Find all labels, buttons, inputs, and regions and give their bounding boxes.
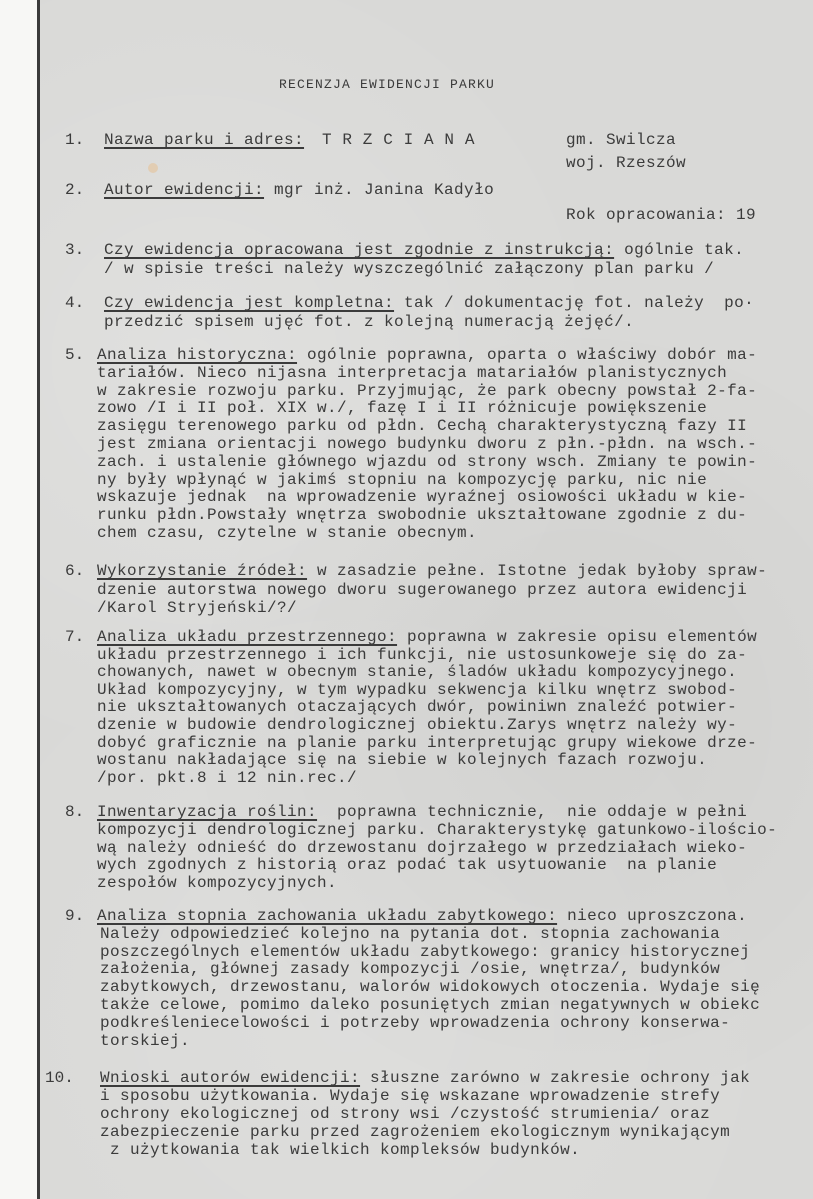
item-line: kompozycji dendrologicznej parku. Charakterystykę gatunkowo-ilościo- — [97, 820, 778, 839]
item-line: Należy odpowiedzieć kolejno na pytania dot. stopnia zachowania — [100, 924, 721, 943]
item-line: nie ukształtowanych otaczających dwór, powiniwn znaleźć potwier- — [97, 698, 738, 717]
item-line — [97, 628, 757, 646]
item-number: 3. — [65, 241, 85, 259]
item-line: z użytkowania tak wielkich kompleksów budynków. — [100, 1141, 581, 1159]
item-line — [97, 907, 747, 925]
item-line — [104, 131, 304, 149]
item-heading: Analiza stopnia zachowania układu zabytkowego: — [97, 907, 558, 925]
item-line: jest zmiana orientacji nowego budynku dworu z płn.-płdn. na wsch.- — [97, 435, 758, 453]
item-line: zabezpieczenie parku przed zagrożeniem ekologicznym wynikającym — [100, 1123, 731, 1141]
item-line: poszczególnych elementów układu zabytkowego: granicy historycznej — [100, 942, 751, 961]
item-line — [104, 294, 754, 312]
item-line: przedzić spisem ujęć fot. z kolejną numeracją żejęć/. — [104, 313, 635, 331]
item-text: w zasadzie pełne. Istotne jedak byłoby spraw- — [307, 562, 768, 580]
item-line: / w spisie treści należy wyszczególnić załączony plan parku / — [104, 260, 715, 278]
item-text: ogólnie poprawna, oparta o właściwy dobór ma- — [297, 346, 758, 364]
item-line: Układ kompozycyjny, w tym wypadku sekwencja kilku wnętrz swobod- — [97, 680, 738, 699]
item-number: 1. — [65, 131, 85, 149]
item-line: runku płdn.Powstały wnętrza swobodnie ukształtowane zgodnie z du- — [97, 506, 748, 525]
park-name: T R Z C I A N A — [322, 131, 476, 149]
item-line: założenia, głównej zasady kompozycji /osie, wnętrza/, budynków — [100, 960, 721, 979]
document-title: RECENZJA EWIDENCJI PARKU — [279, 77, 496, 92]
item-text: mgr inż. Janina Kadyło — [264, 181, 495, 199]
item-heading: Analiza układu przestrzennego: — [97, 628, 398, 646]
item-line: wych zgodnych z historią oraz podać tak usytuowanie na planie — [97, 856, 718, 875]
item-line: dzenie autorstwa nowego dworu sugerowanego przez autora ewidencji — [97, 580, 748, 599]
item-line — [104, 181, 494, 199]
item-number: 9. — [65, 907, 85, 925]
item-line: torskiej. — [100, 1031, 191, 1050]
item-line: chem czasu, czytelne w stanie obecnym. — [97, 524, 478, 542]
item-line: układu przestrzennego i ich funkcji, nie ustosunkoweje się do za- — [97, 645, 748, 664]
item-line: /Karol Stryjeński/?/ — [97, 599, 298, 617]
item-text: słuszne zarówno w zakresie ochrony jak — [360, 1069, 751, 1087]
scan-margin — [0, 0, 38, 1199]
item-heading: Czy ewidencja jest kompletna: — [104, 294, 395, 312]
item-line: zespołów kompozycyjnych. — [97, 874, 338, 893]
item-text: poprawna w zakresie opisu elementów — [397, 628, 758, 646]
item-number: 2. — [65, 181, 85, 199]
item-line: w zakresie rozwoju parku. Przyjmując, że park obecny powstał 2-fa- — [97, 381, 758, 400]
item-line — [100, 1069, 750, 1087]
item-line: zasięgu terenowego parku od płdn. Cechą charakterystyczną fazy II — [97, 417, 748, 436]
item-number: 8. — [65, 803, 85, 821]
item-line: i sposobu użytkowania. Wydaje się wskazane wprowadzenie strefy — [100, 1087, 721, 1105]
park-gmina: gm. Swilcza — [566, 131, 677, 149]
item-line — [97, 803, 747, 821]
item-line: zabytkowych, drzewostanu, walorów widokowych otoczenia. Wydaje się — [100, 978, 761, 997]
item-line: zach. i ustalenie głównego wjazdu od strony wsch. Zmiany te powin- — [97, 452, 758, 471]
item-line — [97, 562, 767, 580]
item-heading: Wykorzystanie źródeł: — [97, 562, 308, 580]
item-number: 4. — [65, 294, 85, 312]
item-heading: Nazwa parku i adres: — [104, 131, 305, 149]
item-line: ny były wpłynąć w jakimś stopniu na kompozycję parku, nic nie — [97, 470, 708, 489]
year-of-preparation: Rok opracowania: 19 — [566, 206, 757, 224]
item-text: poprawna technicznie, nie oddaje w pełni — [317, 803, 748, 821]
item-line — [97, 346, 757, 364]
item-line: dobyć graficznie na planie parku interpretując grupy wiekowe drze- — [97, 733, 758, 752]
paper-stain — [148, 163, 158, 173]
item-text: tak / dokumentację fot. należy po· — [394, 294, 755, 312]
item-line: chowanych, nawet w obecnym stanie, śladów układu kompozycyjnego. — [97, 663, 738, 682]
item-heading: Analiza historyczna: — [97, 346, 298, 364]
item-heading: Inwentaryzacja roślin: — [97, 803, 318, 821]
item-line: wskazuje jednak na wprowadzenie wyraźnej osiowości układu w kie- — [97, 488, 748, 507]
item-line: wostanu nakładające się na siebie w kolejnych fazach rozwoju. — [97, 751, 708, 770]
item-heading: Autor ewidencji: — [104, 181, 265, 199]
item-line: także celowe, pomimo daleko posuniętych zmian negatywnych w obiekc — [100, 996, 761, 1014]
item-line: dzenie w budowie dendrologicznej obiektu.Zarys wnętrz należy wy- — [97, 716, 738, 734]
item-number: 7. — [65, 628, 85, 646]
item-line: /por. pkt.8 i 12 nin.rec./ — [97, 768, 358, 787]
item-line: tariałów. Nieco nijasna interpretacja matariałów planistycznych — [97, 363, 728, 382]
item-line: wą należy odnieść do drzewostanu dojrzałego w przedziałach wieko- — [97, 838, 748, 857]
item-number: 10. — [45, 1069, 74, 1087]
item-line — [104, 241, 744, 259]
item-line: zowo /I i II poł. XIX w./, fazę I i II różnicuje powiększenie — [97, 399, 708, 418]
item-text: nieco uproszczona. — [557, 907, 748, 925]
item-line: ochrony ekologicznej od strony wsi /czystość strumienia/ oraz — [100, 1105, 711, 1123]
item-heading: Wnioski autorów ewidencji: — [100, 1069, 361, 1087]
item-number: 6. — [65, 562, 85, 580]
item-heading: Czy ewidencja opracowana jest zgodnie z instrukcją: — [104, 241, 615, 259]
park-voivodeship: woj. Rzeszów — [566, 154, 687, 172]
item-number: 5. — [65, 346, 85, 364]
item-text: ogólnie tak. — [614, 241, 745, 259]
item-line: podkreśleniecelowości i potrzeby wprowadzenia ochrony konserwa- — [100, 1013, 731, 1032]
